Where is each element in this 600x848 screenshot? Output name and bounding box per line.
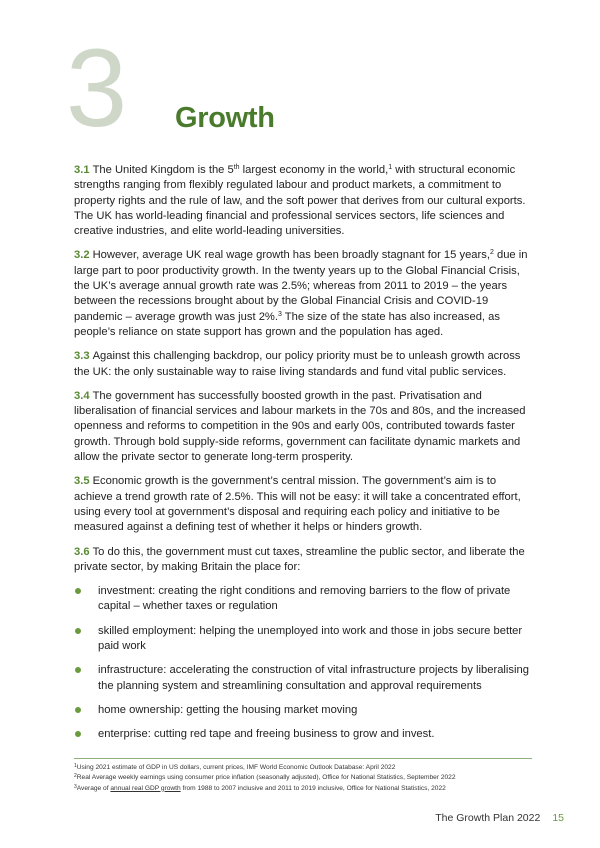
footnote-1: $^1$Using 2021 estimate of GDP in US dollars, current prices, IMF World Economic Outlook Database: April 2022: [74, 763, 396, 771]
footnotes: [74, 763, 532, 794]
bullet-dot-icon: [75, 707, 81, 713]
footnote-ref-2[interactable]: 2: [489, 249, 494, 257]
bullet-item: enterprise: cutting red tape and freeing business to grow and invest.: [74, 727, 532, 742]
bullet-list: [74, 584, 532, 742]
chapter-title: Growth: [175, 102, 275, 134]
bullet-item: skilled employment: helping the unemployed into work and those in jobs secure better paid work: [74, 624, 532, 655]
paragraph-number: 3.1: [74, 164, 90, 176]
paragraph-3-1: 3.1 The United Kingdom is the 5th largest economy in the world,$^1$ with structural economic strengths ranging from flexibly regulated labour and product markets, a commitment to property rights and the rule of law, and the soft power that derives from our cultural exports. The UK has world-leading financial and professional services sectors, life sciences and creative industries, and elite world-leading universities.: [74, 164, 526, 238]
paragraph-number: 3.6: [74, 545, 90, 558]
body-content: [74, 163, 532, 752]
superscript: th: [233, 164, 240, 171]
paragraph-3-2: 3.2 However, average UK real wage growth has been broadly stagnant for 15 years,$^2$ due in large part to poor productivity growth. In the twenty years up to the Global Financial Crisis, the UK’s average annual growth rate was 2.5%; whereas from 2011 to 2019 – the years between the recessions brought about by the Global Financial Crisis and COVID-19 pandemic – average growth was just 2%.$^3$ The size of the state has also increased, as people’s reliance on state support has grown and the population has aged.: [74, 249, 528, 338]
bullet-item: home ownership: getting the housing market moving: [74, 703, 532, 718]
bullet-item: investment: creating the right conditions and removing barriers to the flow of private capital – whether taxes or regulation: [74, 584, 532, 615]
footnote-2: $^2$Real Average weekly earnings using consumer price inflation (seasonally adjusted), Office for National Statistics, September 2022: [74, 773, 456, 782]
footnote-divider: [74, 758, 532, 759]
paragraph-number: 3.3: [74, 350, 90, 363]
paragraph-number: 3.4: [74, 389, 90, 402]
footnote-3: $^3$Average of annual real GDP growth from 1988 to 2007 inclusive and 2011 to 2019 inclusive, Office for National Statistics, 2022: [74, 783, 446, 792]
paragraph-3-3: 3.3 Against this challenging backdrop, our policy priority must be to unleash growth across the UK: the only sustainable way to raise living standards and fund vital public services.: [74, 350, 521, 378]
paragraph-number: 3.2: [74, 249, 90, 262]
chapter-number: 3: [66, 27, 126, 150]
paragraph-3-6: 3.6 To do this, the government must cut taxes, streamline the public sector, and liberate the private sector, by making Britain the place for:: [74, 545, 525, 573]
footnote-ref-1[interactable]: 1: [388, 164, 393, 171]
gdp-growth-link[interactable]: annual real GDP growth: [110, 784, 181, 792]
paragraph-3-4: 3.4 The government has successfully boosted growth in the past. Privatisation and liberalisation of financial services and labour markets in the 70s and 80s, and the increased openness and reforms to competition in the 90s and early 00s, contributed towards faster growth. Through bold supply-side reforms, government can facilitate dynamic markets and allow the private sector to generate long-term prosperity.: [74, 389, 526, 464]
footnote-ref-3[interactable]: 3: [277, 310, 282, 318]
paragraph-3-5: 3.5 Economic growth is the government’s central mission. The government’s aim is to achieve a trend growth rate of 2.5%. This will not be easy: it will take a concentrated effort, using every tool at government’s disposal and requiring each policy and initiative to be measured against a defining test of whether it helps or hinders growth.: [74, 475, 521, 534]
page-number: 15: [552, 812, 564, 824]
page-footer: [435, 812, 564, 824]
bullet-dot-icon: [75, 667, 81, 673]
bullet-dot-icon: [75, 731, 81, 737]
bullet-dot-icon: [75, 588, 81, 594]
bullet-dot-icon: [75, 628, 81, 634]
document-title: The Growth Plan 2022: [435, 812, 541, 824]
paragraph-number: 3.5: [74, 475, 90, 488]
bullet-item: infrastructure: accelerating the construction of vital infrastructure projects by liberalising the planning system and streamlining consultation and approval requirements: [74, 663, 532, 694]
